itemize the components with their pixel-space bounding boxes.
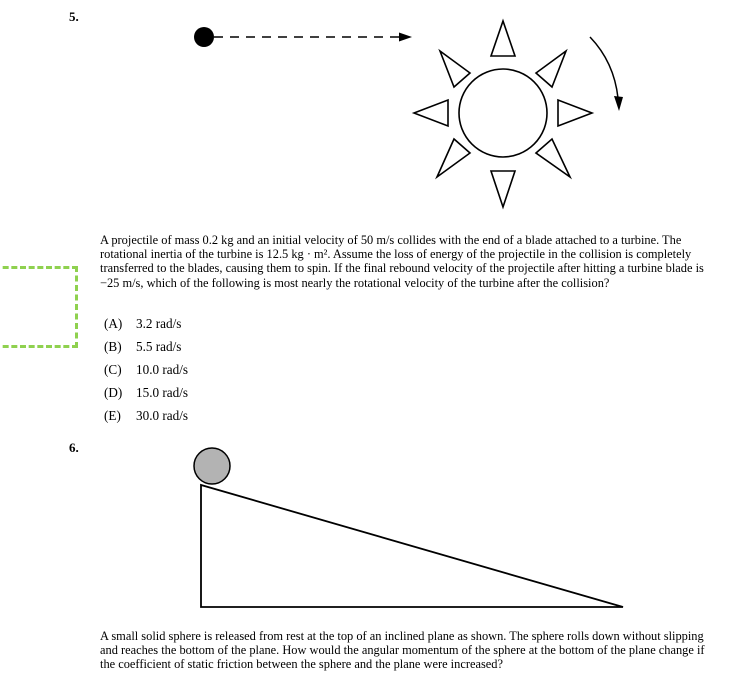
- question-5-stem: A projectile of mass 0.2 kg and an initial velocity of 50 m/s collides with the end of a blade attached to a turbine. The rotational inertia of the turbine is 12.5 kg · m². Assume the loss of energy of the projectile in the collision is completely transferred to the blades, causing them to spin. If the final rebound velocity of the projectile after hitting a turbine blade is −25 m/s, which of the following is most nearly the rotational velocity of the turbine after the collision?: [100, 233, 704, 290]
- turbine-hub: [459, 69, 547, 157]
- choice-b[interactable]: [104, 335, 188, 358]
- projectile-arrowhead: [399, 33, 412, 42]
- question-6-stem: A small solid sphere is released from rest at the top of an inclined plane as shown. The sphere rolls down without slipping and reaches the bottom of the plane. How would the angular momentum of the sphere at the bottom of the plane change if the coefficient of static friction between the sphere and the plane were increased?: [100, 629, 705, 672]
- choice-c[interactable]: [104, 358, 188, 381]
- blade-right: [558, 100, 592, 126]
- choice-letter: (E): [104, 408, 121, 423]
- question-5-number: 5.: [69, 9, 79, 24]
- choice-e[interactable]: [104, 404, 188, 427]
- blade-left: [414, 100, 448, 126]
- rotation-arrowhead: [614, 96, 623, 111]
- choice-value: 30.0 rad/s: [136, 408, 189, 423]
- choice-a[interactable]: [104, 312, 188, 335]
- choice-value: 5.5 rad/s: [136, 339, 182, 354]
- choice-letter: (A): [104, 316, 123, 331]
- choice-letter: (B): [104, 339, 122, 354]
- choice-value: 10.0 rad/s: [136, 362, 189, 377]
- choice-value: 3.2 rad/s: [136, 316, 182, 331]
- blade-bottom: [491, 171, 515, 207]
- blade-top-right: [536, 51, 566, 87]
- blade-bottom-left: [437, 139, 470, 177]
- blade-top: [491, 21, 515, 56]
- choice-letter: (D): [104, 385, 123, 400]
- blade-top-left: [440, 51, 470, 87]
- choice-value: 15.0 rad/s: [136, 385, 189, 400]
- question-6-number: 6.: [69, 440, 79, 455]
- highlight-dashed-box: [0, 266, 78, 348]
- inclined-plane: [201, 485, 623, 607]
- rotation-arrow: [590, 37, 618, 98]
- choice-letter: (C): [104, 362, 122, 377]
- solid-sphere: [194, 448, 230, 484]
- choice-d[interactable]: [104, 381, 188, 404]
- projectile-ball: [194, 27, 214, 47]
- blade-bottom-right: [536, 139, 570, 177]
- question-5-choices: [104, 312, 188, 427]
